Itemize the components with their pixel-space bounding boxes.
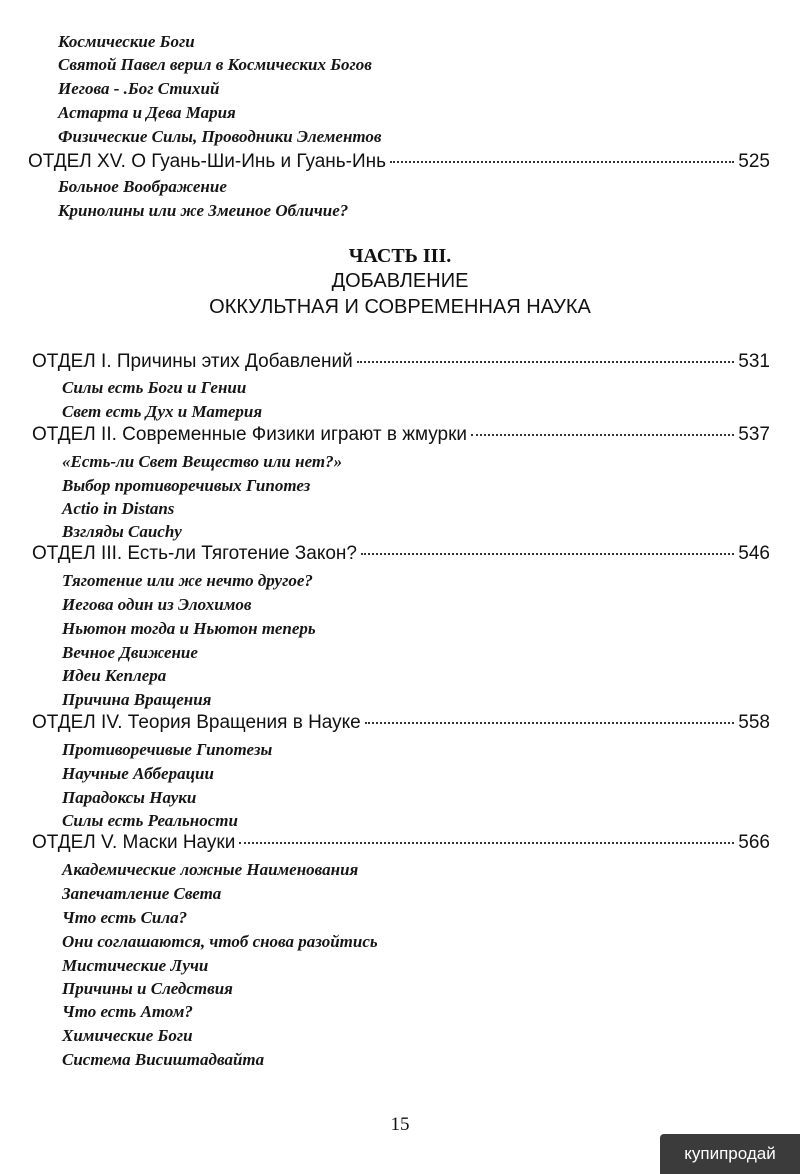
toc-section-entry (32, 831, 770, 855)
toc-subitem: Идеи Кеплера (62, 666, 167, 685)
section-title: ОТДЕЛ V. Маски Науки (32, 832, 236, 853)
page-number: 15 (390, 1114, 410, 1135)
dot-leader (390, 161, 734, 163)
toc-subitem: Вечное Движение (62, 643, 198, 662)
toc-subitem: Противоречивые Гипотезы (62, 740, 273, 759)
toc-subitem: Больное Воображение (58, 177, 227, 196)
toc-subitem: «Есть-ли Свет Вещество или нет?» (62, 452, 343, 471)
toc-section-entry (28, 150, 770, 174)
toc-subitem: Причина Вращения (62, 690, 212, 709)
dot-leader (365, 722, 735, 724)
section-page: 558 (738, 712, 770, 733)
dot-leader (361, 553, 734, 555)
toc-subitem: Силы есть Боги и Гении (62, 378, 247, 397)
toc-section-entry (32, 711, 770, 735)
dot-leader (357, 361, 735, 363)
toc-subitem: Actio in Distans (62, 499, 175, 518)
toc-subitem: Физические Силы, Проводники Элементов (58, 127, 382, 146)
toc-subitem: Химические Боги (62, 1026, 193, 1045)
toc-subitem: Астарта и Дева Мария (58, 103, 236, 122)
toc-subitem: Тяготение или же нечто другое? (62, 571, 313, 590)
toc-subitem: Что есть Атом? (62, 1002, 193, 1021)
toc-subitem: Свет есть Дух и Материя (62, 402, 263, 421)
toc-subitem: Мистические Лучи (62, 956, 209, 975)
section-title: ОТДЕЛ IV. Теория Вращения в Науке (32, 712, 361, 733)
toc-subitem: Система Висиштадвайта (62, 1050, 265, 1069)
section-title: ОТДЕЛ I. Причины этих Добавлений (32, 351, 353, 372)
toc-subitem: Святой Павел верил в Космических Богов (58, 55, 372, 74)
section-page: 531 (738, 351, 770, 372)
toc-subitem: Иегова один из Элохимов (62, 595, 252, 614)
toc-subitem: Иегова - .Бог Стихий (58, 79, 220, 98)
section-page: 525 (738, 151, 770, 172)
toc-subitem: Научные Абберации (62, 764, 214, 783)
toc-section-entry (32, 350, 770, 374)
toc-subitem: Что есть Сила? (62, 908, 188, 927)
part-title: ЧАСТЬ III. (348, 245, 452, 267)
dot-leader (471, 434, 734, 436)
toc-subitem: Космические Боги (58, 32, 195, 51)
toc-subitem: Причины и Следствия (62, 979, 233, 998)
toc-subitem: Они соглашаются, чтоб снова разойтись (62, 932, 378, 951)
site-watermark: купипродай (660, 1134, 800, 1174)
section-title: ОТДЕЛ III. Есть-ли Тяготение Закон? (32, 543, 357, 564)
part-subtitle: ДОБАВЛЕНИЕ (331, 270, 469, 292)
section-title: ОТДЕЛ XV. О Гуань-Ши-Инь и Гуань-Инь (28, 151, 387, 172)
toc-subitem: Запечатление Света (62, 884, 222, 903)
part-heading: ОККУЛЬТНАЯ И СОВРЕМЕННАЯ НАУКА (209, 296, 591, 318)
section-page: 537 (738, 424, 770, 445)
section-page: 546 (738, 543, 770, 564)
toc-subitem: Академические ложные Наименования (62, 860, 359, 879)
toc-subitem: Ньютон тогда и Ньютон теперь (62, 619, 316, 638)
toc-subitem: Парадоксы Науки (62, 788, 197, 807)
section-page: 566 (738, 832, 770, 853)
toc-section-entry (32, 542, 770, 566)
toc-subitem: Кринолины или же Змеиное Обличие? (58, 201, 349, 220)
toc-subitem: Взгляды Cauchy (62, 522, 182, 541)
toc-subitem: Силы есть Реальности (62, 811, 238, 830)
toc-subitem: Выбор противоречивых Гипотез (62, 476, 311, 495)
dot-leader (239, 842, 734, 844)
toc-section-entry (32, 423, 770, 447)
section-title: ОТДЕЛ II. Современные Физики играют в жмурки (32, 424, 468, 445)
